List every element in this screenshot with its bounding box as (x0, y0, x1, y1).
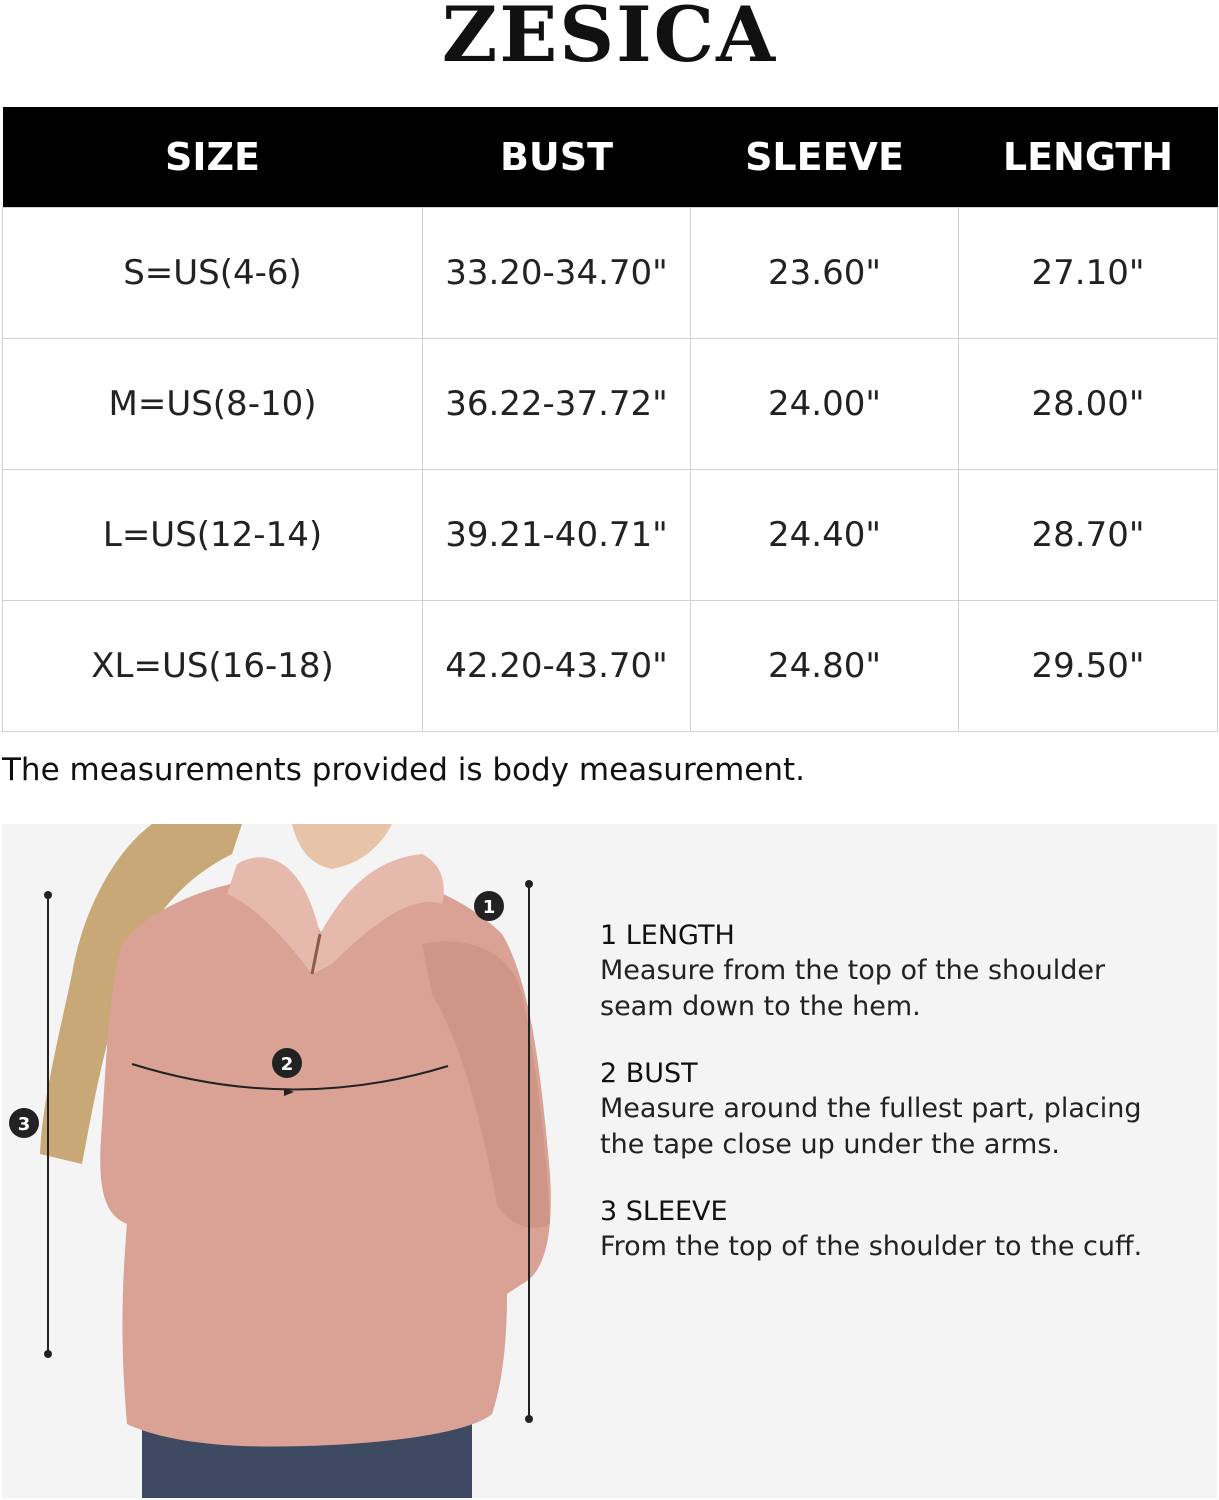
header-length: LENGTH (959, 107, 1218, 208)
marker-3-label: 3 (17, 1114, 31, 1135)
header-bust: BUST (423, 107, 691, 208)
cell-length: 27.10" (959, 208, 1218, 339)
face-shape (292, 824, 392, 869)
measurement-guide (2, 824, 1217, 1498)
table-row (3, 339, 1218, 470)
header-sleeve: SLEEVE (691, 107, 959, 208)
marker-3 (9, 1108, 39, 1138)
cell-sleeve: 24.40" (691, 470, 959, 601)
table-header-row (3, 107, 1218, 208)
table-row (3, 601, 1218, 732)
cell-bust: 33.20-34.70" (423, 208, 691, 339)
sleeve-endpoint (44, 891, 52, 899)
cell-size: M=US(8-10) (3, 339, 423, 470)
instruction-description: From the top of the shoulder to the cuff. (600, 1231, 1143, 1262)
cell-sleeve: 23.60" (691, 208, 959, 339)
brand-logo: ZESICA (441, 0, 778, 79)
marker-1 (474, 891, 504, 921)
instruction-description: Measure around the fullest part, placing (600, 1093, 1142, 1124)
cell-length: 29.50" (959, 601, 1218, 732)
cell-bust: 42.20-43.70" (423, 601, 691, 732)
cell-sleeve: 24.00" (691, 339, 959, 470)
instruction-title: 1 LENGTH (600, 920, 735, 951)
sleeve-endpoint (44, 1350, 52, 1358)
instruction-title: 2 BUST (600, 1058, 698, 1089)
cell-length: 28.00" (959, 339, 1218, 470)
instruction-length (600, 919, 1200, 1025)
marker-2 (272, 1048, 302, 1078)
size-chart-table (2, 107, 1218, 732)
instruction-sleeve (600, 1195, 1200, 1265)
instruction-title: 3 SLEEVE (600, 1196, 728, 1227)
cell-size: XL=US(16-18) (3, 601, 423, 732)
cell-bust: 36.22-37.72" (423, 339, 691, 470)
instruction-description: the tape close up under the arms. (600, 1129, 1060, 1160)
cell-bust: 39.21-40.71" (423, 470, 691, 601)
cell-sleeve: 24.80" (691, 601, 959, 732)
marker-2-label: 2 (280, 1054, 294, 1075)
instruction-bust (600, 1057, 1200, 1163)
table-row (3, 470, 1218, 601)
model-illustration (2, 824, 562, 1498)
cell-size: L=US(12-14) (3, 470, 423, 601)
measurement-instructions (600, 919, 1200, 1297)
marker-1-label: 1 (482, 897, 496, 918)
cell-length: 28.70" (959, 470, 1218, 601)
table-row (3, 208, 1218, 339)
length-endpoint (525, 1415, 533, 1423)
header-size: SIZE (3, 107, 423, 208)
instruction-description: Measure from the top of the shoulder (600, 955, 1106, 986)
instruction-description: seam down to the hem. (600, 991, 921, 1022)
measurement-note: The measurements provided is body measurement. (2, 752, 806, 788)
cell-size: S=US(4-6) (3, 208, 423, 339)
length-endpoint (525, 880, 533, 888)
